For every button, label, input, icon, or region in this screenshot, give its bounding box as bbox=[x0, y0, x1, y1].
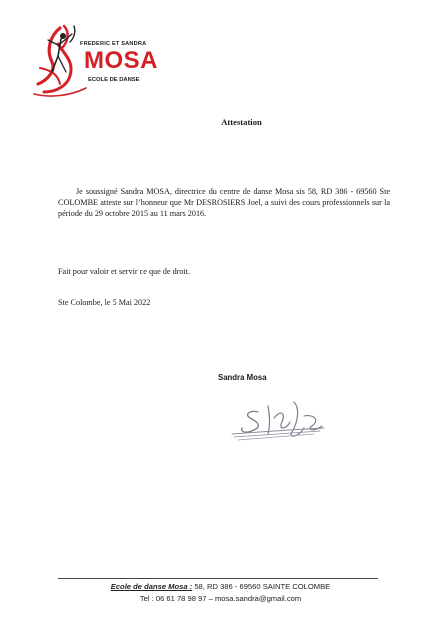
date-line: Ste Colombe, le 5 Mai 2022 bbox=[58, 298, 151, 307]
footer-school-label: Ecole de danse Mosa : bbox=[110, 582, 193, 591]
signer-name: Sandra Mosa bbox=[218, 373, 267, 382]
footer-address: 58, RD 386 - 69560 SAINTE COLOMBE bbox=[192, 582, 331, 591]
body-paragraph: Je soussigné Sandra MOSA, directrice du centre de danse Mosa sis 58, RD 386 - 69560 Ste COLOMBE atteste sur l’honneur que Mr DESROSIERS Joel, a suivi des cours professionnels sur la période du 29 octobre 2015 au 11 mars 2016. bbox=[58, 187, 390, 218]
document-title-wrap bbox=[0, 117, 441, 127]
logo-sub-text: ECOLE DE DANSE bbox=[88, 77, 140, 83]
handwritten-signature bbox=[228, 398, 348, 448]
mosa-logo bbox=[30, 22, 180, 104]
footer-contact: Tel : 06 61 78 98 97 – mosa.sandra@gmail.com bbox=[139, 594, 302, 603]
document-title: Attestation bbox=[221, 117, 262, 127]
closing-line: Fait pour valoir et servir ce que de droit. bbox=[58, 267, 191, 276]
footer-divider bbox=[58, 578, 378, 579]
footer-address-line bbox=[0, 582, 441, 591]
logo-name: MOSA bbox=[84, 47, 158, 74]
logo-top-text: FREDERIC ET SANDRA bbox=[80, 41, 147, 47]
